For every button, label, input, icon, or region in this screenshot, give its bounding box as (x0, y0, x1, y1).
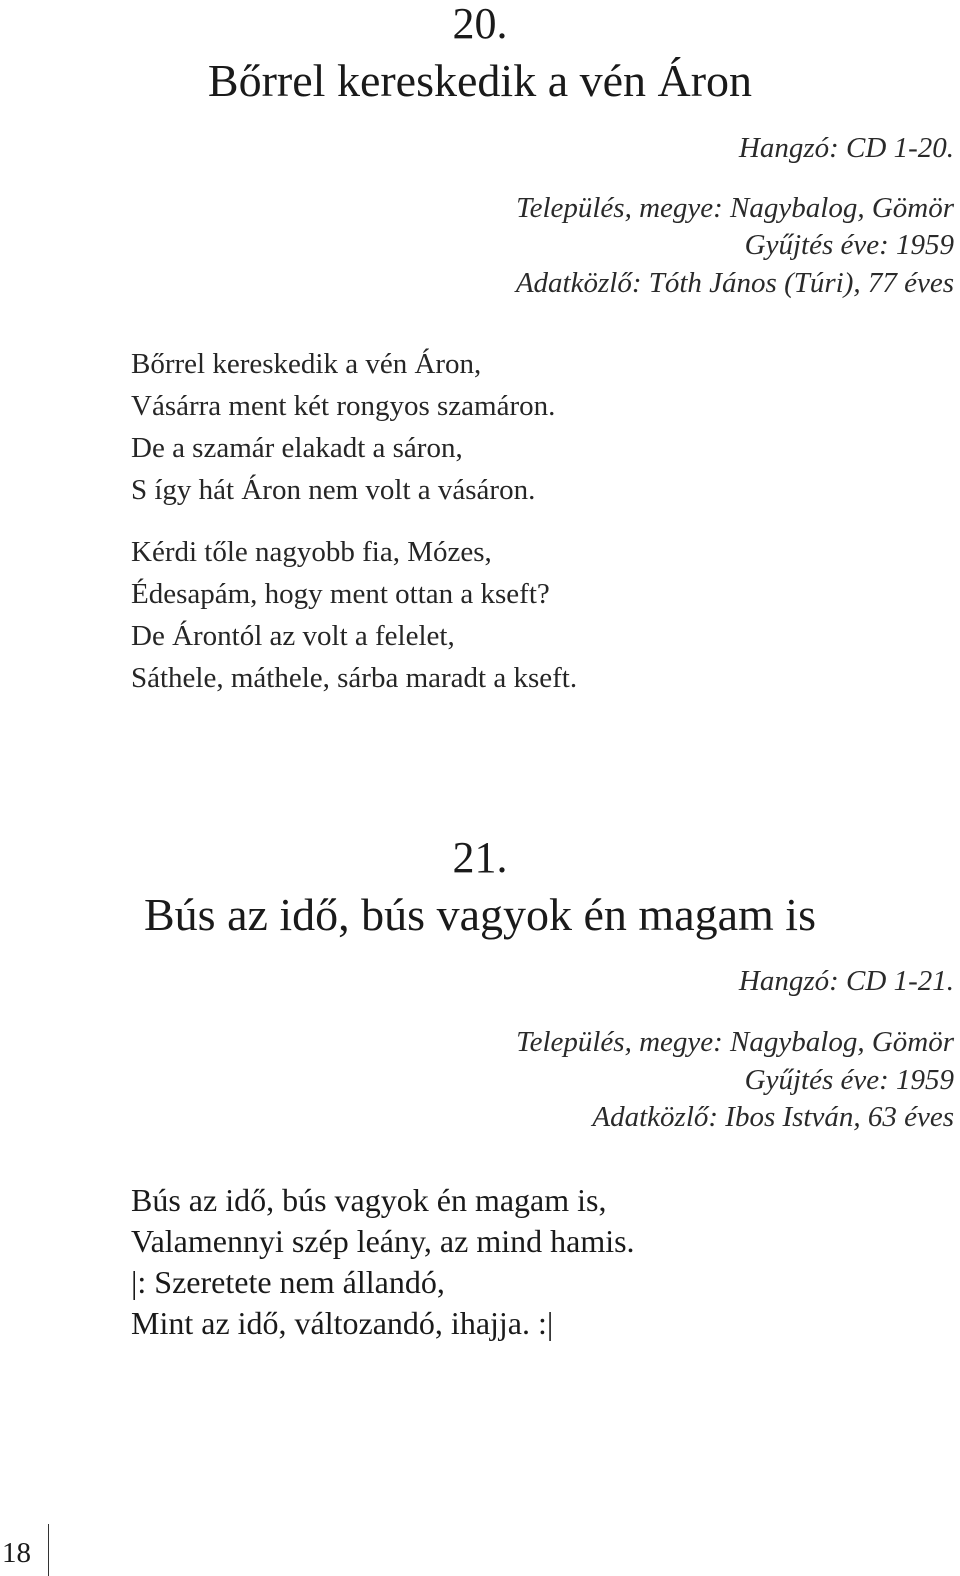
song-20-number: 20. (452, 0, 508, 48)
song-20-year: Gyűjtés éve: 1959 (744, 229, 954, 261)
song-21-number: 21. (452, 833, 508, 882)
song-21-lyric-line: Valamennyi szép leány, az mind hamis. (131, 1223, 635, 1259)
song-20-lyric-line: Vásárra ment két rongyos szamáron. (131, 390, 556, 422)
page-margin-rule (48, 1524, 49, 1576)
song-21-lyric-line: Bús az idő, bús vagyok én magam is, (131, 1182, 607, 1218)
song-21-title: Bús az idő, bús vagyok én magam is (143, 889, 816, 940)
song-20-title: Bőrrel kereskedik a vén Áron (207, 55, 753, 106)
song-20-lyric-line: De Árontól az volt a felelet, (131, 620, 455, 652)
song-20-lyric-line: Kérdi tőle nagyobb fia, Mózes, (131, 536, 492, 568)
song-21-recording: Hangzó: CD 1-21. (738, 965, 954, 997)
song-20-lyric-line: Édesapám, hogy ment ottan a kseft? (131, 578, 550, 610)
song-20-lyric-line: De a szamár elakadt a sáron, (131, 432, 463, 464)
song-20-recording: Hangzó: CD 1-20. (738, 132, 954, 164)
page-number: 18 (2, 1537, 31, 1569)
song-20-place: Település, megye: Nagybalog, Gömör (516, 192, 954, 224)
song-21-lyric-line: |: Szeretete nem állandó, (131, 1264, 445, 1300)
song-21-year: Gyűjtés éve: 1959 (744, 1064, 954, 1096)
song-20-lyric-line: S így hát Áron nem volt a vásáron. (131, 474, 536, 506)
song-20-lyric-line: Sáthele, máthele, sárba maradt a kseft. (131, 662, 578, 694)
song-21-informant: Adatközlő: Ibos István, 63 éves (592, 1101, 954, 1133)
song-20-lyric-line: Bőrrel kereskedik a vén Áron, (131, 348, 482, 380)
song-21-lyric-line: Mint az idő, változandó, ihajja. :| (131, 1305, 554, 1341)
song-20-informant: Adatközlő: Tóth János (Túri), 77 éves (515, 267, 954, 299)
song-21-place: Település, megye: Nagybalog, Gömör (516, 1026, 954, 1058)
